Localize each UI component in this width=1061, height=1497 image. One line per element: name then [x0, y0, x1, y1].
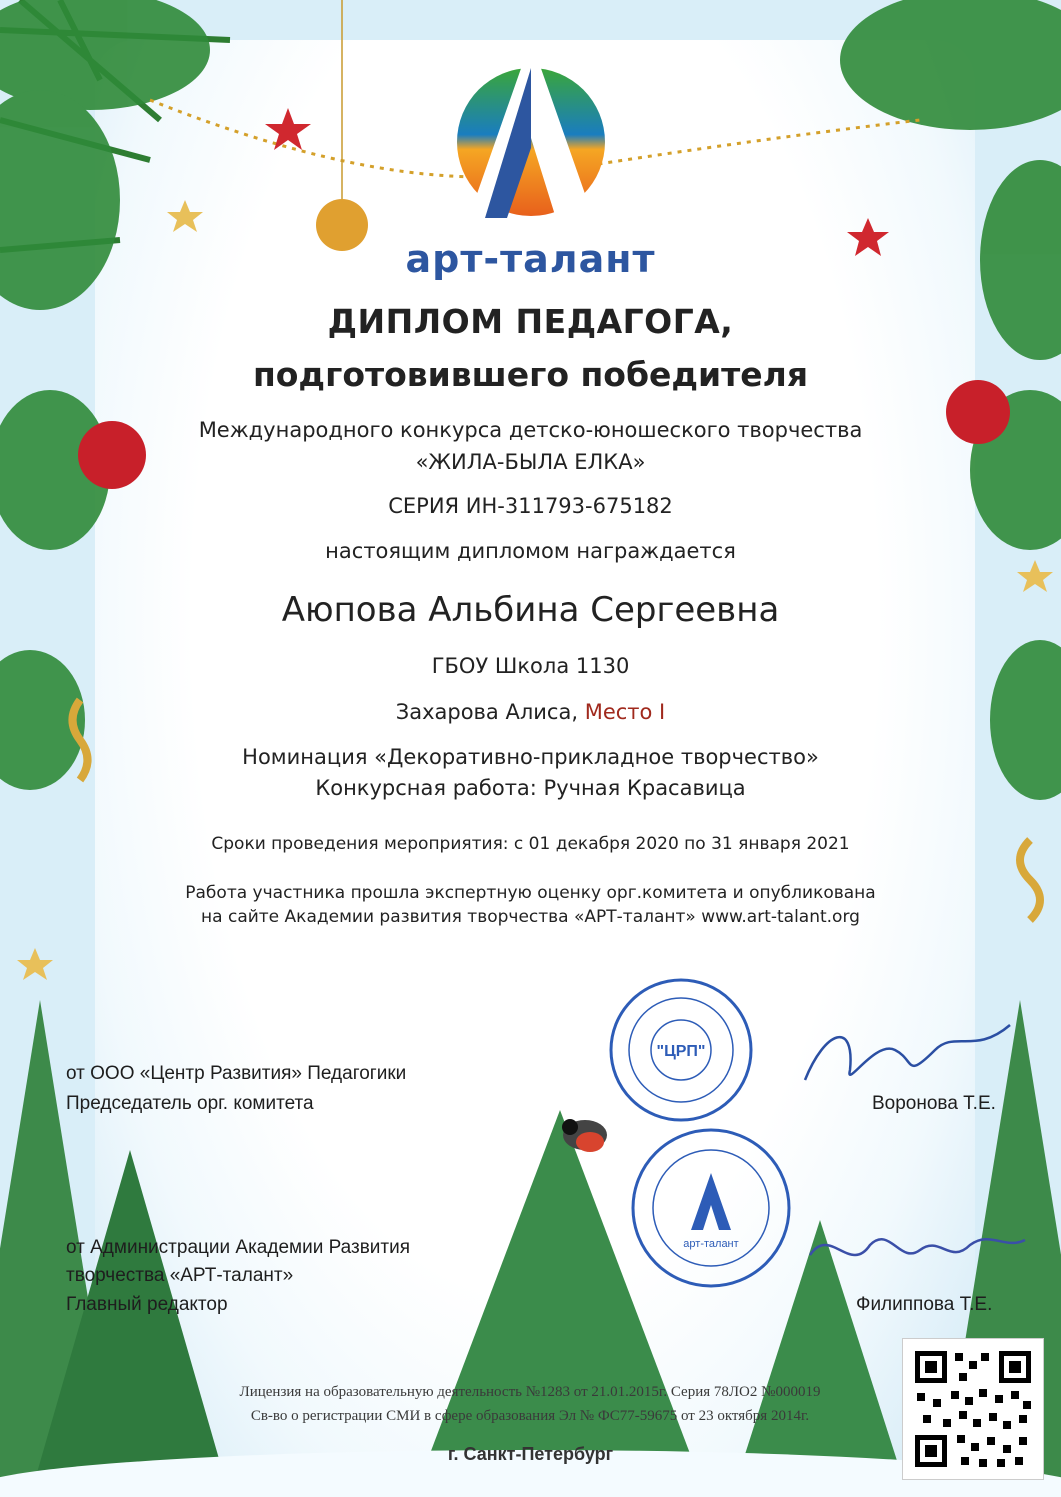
stamp1-center-text: "ЦРП" [656, 1043, 706, 1060]
signatory2-name: Филиппова Т.Е. [856, 1294, 993, 1315]
logo-wordmark: арт-талант [405, 237, 656, 281]
signatory2-org2: творчества «АРТ-талант» [66, 1265, 294, 1286]
contest-name: «ЖИЛА-БЫЛА ЕЛКА» [415, 450, 646, 474]
school-name: ГБОУ Школа 1130 [431, 654, 630, 678]
participant-name: Захарова Алиса, [395, 700, 579, 724]
gold-star-icon [167, 200, 203, 232]
qr-pattern [903, 1339, 1043, 1479]
stamp-art-talant [628, 1125, 794, 1291]
gold-star-icon [17, 948, 53, 980]
red-star-icon [265, 108, 311, 150]
signatory1-org: от ООО «Центр Развития» Педагогики [66, 1063, 407, 1084]
event-dates: Сроки проведения мероприятия: с 01 декабря 2020 по 31 января 2021 [211, 834, 850, 854]
contest-line: Международного конкурса детско-юношеского творчества [198, 418, 863, 442]
license-line1: Лицензия на образовательную деятельность №1283 от 21.01.2015г. Серия 78ЛО2 №000019 [239, 1384, 821, 1400]
signatory2-role: Главный редактор [66, 1294, 228, 1315]
stamp-crp [606, 975, 756, 1125]
qr-code[interactable] [902, 1338, 1044, 1480]
signatory1-role: Председатель орг. комитета [66, 1093, 314, 1114]
review-line1: Работа участника прошла экспертную оценку орг.комитета и опубликована [185, 883, 876, 903]
diploma-subtitle: подготовившего победителя [252, 355, 809, 394]
stamp2-center-text: арт-талант [683, 1238, 739, 1250]
review-line2: на сайте Академии развития творчества «АРТ-талант» www.art-talant.org [201, 907, 860, 927]
signature-1 [795, 1010, 1015, 1095]
participant-line [0, 700, 1061, 724]
nomination: Номинация «Декоративно-прикладное творчество» [242, 745, 819, 769]
art-talant-logo [455, 38, 607, 230]
recipient-name: Аюпова Альбина Сергеевна [281, 590, 780, 630]
place-badge: Место I [584, 700, 666, 724]
contest-work: Конкурсная работа: Ручная Красавица [315, 776, 746, 800]
license-line2: Св-во о регистрации СМИ в сфере образования Эл № ФС77-59675 от 23 октября 2014г. [250, 1408, 810, 1424]
signatory2-org: от Администрации Академии Развития [66, 1237, 411, 1258]
awarded-text: настоящим дипломом награждается [325, 539, 736, 563]
gold-star-icon [1017, 560, 1053, 592]
signatory1-name: Воронова Т.Е. [872, 1093, 996, 1114]
diploma-title: ДИПЛОМ ПЕДАГОГА, [327, 302, 734, 341]
signature-2 [800, 1215, 1030, 1290]
series-number: СЕРИЯ ИН-311793-675182 [388, 494, 673, 518]
city-name: г. Санкт-Петербург [447, 1444, 614, 1464]
